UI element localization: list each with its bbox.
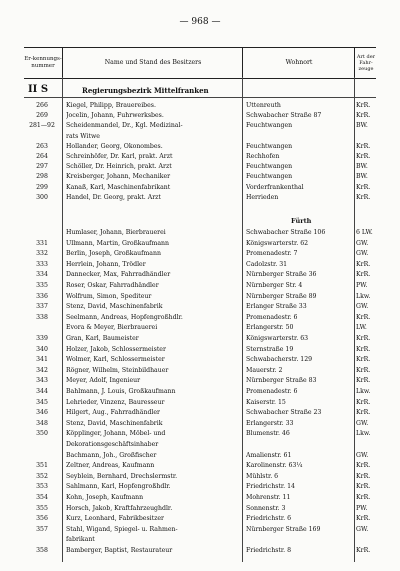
vehicle-kind: KrR.: [356, 366, 371, 374]
vehicle-kind: PW.: [356, 504, 368, 512]
entry-number: 297: [36, 163, 48, 171]
entry-number: 351: [36, 462, 48, 470]
vehicle-kind: GW.: [356, 250, 369, 258]
table-row: [24, 122, 376, 131]
vehicle-kind: GW.: [356, 239, 369, 247]
address: Herrieden: [246, 193, 279, 201]
vehicle-kind: KrR.: [356, 335, 371, 342]
entry-number: 346: [36, 409, 48, 417]
owner-name: Seelmann, Andreas, Hopfengroßhdlr.: [66, 313, 183, 321]
owner-name: Lehrieder, Vinzenz, Bauresseur: [66, 398, 165, 406]
header-vehicle-kind: Art der Fahr-zeuge: [354, 48, 377, 78]
address: Karolinenstr. 63¼: [246, 462, 303, 470]
table-row: [24, 536, 376, 545]
table-row: [24, 494, 376, 503]
vehicle-kind: KrR.: [356, 193, 371, 201]
owner-name: Herrlein, Johann, Trödler: [66, 260, 146, 268]
entry-number: 342: [36, 366, 48, 374]
vehicle-kind: KrR.: [356, 356, 371, 364]
owner-name: Ullmann, Martin, Großkaufmann: [66, 239, 169, 247]
owner-name: fabrikant: [66, 536, 95, 544]
vehicle-kind: BW.: [356, 122, 368, 130]
entry-number: 357: [36, 525, 48, 533]
address: Cadolzstr. 31: [246, 260, 288, 268]
address: Königswarterstr. 62: [246, 239, 309, 247]
table-row: [24, 261, 376, 270]
owner-name: Bachmann, Joh., Großfischer: [66, 451, 157, 459]
owner-name: Roser, Oskar, Fahrradhändler: [66, 282, 159, 289]
owner-name: Stenz, David, Maschinenfabrik: [66, 303, 163, 311]
owner-name: Schreinhöfer, Dr. Karl, prakt. Arzt: [66, 153, 173, 160]
table-row: [24, 271, 376, 280]
address: Uttenreuth: [246, 102, 281, 109]
address: Mühlstr. 6: [246, 472, 279, 480]
vehicle-kind: KrR.: [356, 260, 371, 268]
address: Amalienstr. 61: [246, 451, 292, 459]
address: Mohrenstr. 11: [246, 494, 291, 501]
vehicle-kind: KrR.: [356, 102, 371, 109]
address: Promenadestr. 7: [246, 250, 298, 258]
vehicle-kind: PW.: [356, 282, 368, 289]
table-row: [24, 441, 376, 450]
vehicle-kind: Lkw.: [356, 388, 371, 395]
address: Nürnberger Straße 169: [246, 525, 321, 533]
entry-number: 300: [36, 193, 48, 201]
owner-name: Wolfrum, Simon, Spediteur: [66, 292, 152, 300]
vehicle-kind: Lkw.: [356, 292, 371, 300]
section-title: Regierungsbezirk Mittelfranken: [82, 86, 209, 95]
owner-name: Humlaser, Johann, Bierbrauerei: [66, 229, 166, 236]
owner-name: Kurz, Leonhard, Fabrikbesitzer: [66, 515, 164, 523]
owner-name: Stenz, David, Maschinenfabrik: [66, 419, 163, 427]
owner-name: Scheidenmandel, Dr., Kgl. Medizinal-: [66, 122, 183, 130]
vehicle-kind: GW.: [356, 451, 369, 459]
vehicle-kind: KrR.: [356, 183, 371, 191]
table-row: [24, 250, 376, 259]
owner-name: Jocelin, Johann, Fuhrwerksbes.: [66, 112, 164, 120]
address: Friedrichstr. 6: [246, 515, 292, 523]
owner-name: rats Witwe: [66, 132, 100, 140]
table-row: [24, 526, 376, 535]
entry-number: 338: [36, 313, 48, 321]
entry-number: 354: [36, 494, 48, 501]
vehicle-kind: KrR.: [356, 377, 371, 385]
table-row: [24, 303, 376, 312]
address: Promenadestr. 6: [246, 388, 298, 395]
section-prefix: II S: [28, 84, 49, 95]
address: Sternstraße 19: [246, 345, 294, 353]
owner-name: Kohn, Joseph, Kaufmann: [66, 494, 144, 501]
address: Erlangerstr. 50: [246, 324, 294, 332]
vehicle-kind: KrR.: [356, 345, 371, 353]
vehicle-kind: KrR.: [356, 271, 371, 279]
owner-name: Bamberger, Baptist, Restaurateur: [66, 547, 173, 554]
vehicle-kind: Lkw.: [356, 430, 371, 438]
address: Kaiserstr. 15: [246, 398, 286, 406]
address: Feuchtwangen: [246, 122, 293, 130]
entry-number: 263: [36, 142, 48, 150]
table-row: [24, 483, 376, 492]
table-row: [24, 112, 376, 121]
table-row: [24, 430, 376, 439]
entry-number: 344: [36, 388, 48, 395]
owner-name: Dekorationsgeschäftsinhaber: [66, 441, 159, 448]
owner-name: Kanaß, Karl, Maschinenfabrikant: [66, 183, 171, 191]
owner-name: Holzer, Jakob, Schlossermeister: [66, 345, 166, 353]
owner-name: Bahlmann, J. Louis, Großkaufmann: [66, 388, 176, 395]
owner-name: Dannecker, Max, Fahrradhändler: [66, 271, 171, 279]
owner-name: Zeltner, Andreas, Kaufmann: [66, 462, 155, 470]
table-row: [24, 102, 376, 111]
entry-number: 332: [36, 250, 48, 258]
vehicle-kind: GW.: [356, 419, 369, 427]
owner-name: Seyblein, Bernhard, Drechslermstr.: [66, 472, 178, 480]
table-header: [24, 47, 376, 79]
owner-name: Gran, Karl, Baumeister: [66, 335, 139, 342]
table-row: [24, 143, 376, 152]
owner-name: Kreisberger, Johann, Mechaniker: [66, 173, 171, 181]
vehicle-kind: KrR.: [356, 142, 371, 150]
owner-name: Schöller, Dr. Heinrich, prakt. Arzt: [66, 163, 172, 171]
address: Nürnberger Straße 83: [246, 377, 317, 385]
address: Königswarterstr. 63: [246, 335, 309, 342]
address: Blumenstr. 46: [246, 430, 290, 438]
table-row: [24, 367, 376, 376]
address: Nürnberger Str. 4: [246, 282, 303, 289]
table-row: [24, 194, 376, 203]
entry-number: 281—92: [29, 122, 55, 130]
header-name: Name und Stand des Besitzers: [62, 48, 243, 78]
vehicle-kind: KrR.: [356, 472, 371, 480]
owner-name: Kiegel, Philipp, Brauereibes.: [66, 102, 156, 109]
entry-number: 348: [36, 419, 48, 427]
vehicle-kind: BW.: [356, 173, 368, 181]
entry-number: 266: [36, 102, 48, 109]
table-row: [24, 377, 376, 386]
table-row: [24, 452, 376, 461]
vehicle-kind: GW.: [356, 525, 369, 533]
address: Nürnberger Straße 89: [246, 292, 317, 300]
table-row: [24, 173, 376, 182]
section-heading: [28, 84, 209, 95]
table-row: [24, 346, 376, 355]
owner-name: Evora & Meyer, Bierbrauerei: [66, 324, 158, 332]
entry-number: 356: [36, 515, 48, 523]
owner-name: Stahl, Wigand, Spiegel- u. Rahmen-: [66, 525, 178, 533]
owner-name: Horsch, Jakob, Kraftfahrzeughdlr.: [66, 504, 173, 512]
table-row: [24, 473, 376, 482]
entry-number: 343: [36, 377, 48, 385]
vehicle-kind: KrR.: [356, 547, 371, 554]
table-row: [24, 240, 376, 249]
vehicle-kind: KrR.: [356, 398, 371, 406]
address: Schwabacher Straße 106: [246, 229, 326, 236]
address: Promenadestr. 6: [246, 313, 298, 321]
table-row: [24, 399, 376, 408]
entry-number: 358: [36, 547, 48, 554]
vehicle-kind: KrR.: [356, 409, 371, 417]
owner-name: Wolmer, Karl, Schlossermeister: [66, 356, 165, 364]
entry-number: 331: [36, 239, 48, 247]
vehicle-kind: LW.: [356, 324, 367, 332]
address: Vorderfrankenthal: [246, 183, 304, 191]
address: Friedrichstr. 14: [246, 483, 295, 491]
owner-name: Hollander, Georg, Ökonombes.: [66, 142, 163, 150]
entry-number: 340: [36, 345, 48, 353]
entry-number: 299: [36, 183, 48, 191]
address: Sonnenstr. 3: [246, 504, 286, 512]
owner-name: Meyer, Adolf, Ingenieur: [66, 377, 141, 385]
owner-name: Berlin, Joseph, Großkaufmann: [66, 250, 161, 258]
vehicle-kind: 6 LW.: [356, 229, 373, 236]
address: Nürnberger Straße 36: [246, 271, 317, 279]
vehicle-kind: KrR.: [356, 515, 371, 523]
address: Feuchtwangen: [246, 142, 293, 150]
vehicle-kind: KrR.: [356, 313, 371, 321]
table-row: [24, 133, 376, 142]
city-heading: Fürth: [291, 217, 312, 225]
table-row: [24, 282, 376, 291]
table-row: [24, 515, 376, 524]
vehicle-kind: KrR.: [356, 483, 371, 491]
owner-name: Sahlmann, Karl, Hopfengroßhdlr.: [66, 483, 171, 491]
table-row: [24, 293, 376, 302]
entry-number: 336: [36, 292, 48, 300]
table-row: [24, 324, 376, 333]
entry-number: 339: [36, 335, 48, 342]
table-row: [24, 153, 376, 162]
entry-number: 337: [36, 303, 48, 311]
vehicle-kind: GW.: [356, 303, 369, 311]
vehicle-kind: KrR.: [356, 153, 371, 160]
section-rule: [24, 97, 376, 98]
owner-name: Köpplinger, Johann, Möbel- und: [66, 430, 166, 438]
entry-number: 298: [36, 173, 48, 181]
address: Friedrichstr. 8: [246, 547, 292, 554]
table-row: [24, 229, 376, 238]
address: Mauerstr. 2: [246, 366, 283, 374]
vehicle-kind: KrR.: [356, 462, 371, 470]
address: Feuchtwangen: [246, 163, 293, 171]
vehicle-kind: KrR.: [356, 494, 371, 501]
table-row: [24, 505, 376, 514]
entry-number: 353: [36, 483, 48, 491]
owner-name: Hilgert, Aug., Fahrradhändler: [66, 409, 160, 417]
entry-number: 352: [36, 472, 48, 480]
table-row: [24, 547, 376, 556]
table-row: [24, 335, 376, 344]
entry-number: 335: [36, 282, 48, 289]
table-row: [24, 420, 376, 429]
table-row: [24, 388, 376, 397]
entry-number: 334: [36, 271, 48, 279]
address: Schwabacherstr. 129: [246, 356, 313, 364]
address: Feuchtwangen: [246, 173, 293, 181]
address: Erlanger Straße 33: [246, 303, 307, 311]
entry-number: 350: [36, 430, 48, 438]
page-number: — 968 —: [179, 17, 221, 27]
entry-number: 345: [36, 398, 48, 406]
table-row: [24, 184, 376, 193]
table-row: [24, 163, 376, 172]
owner-name: Rögner, Wilhelm, Steinbildhauer: [66, 366, 169, 374]
entry-number: 269: [36, 112, 48, 120]
address: Schwabacher Straße 23: [246, 409, 322, 417]
table-row: [24, 409, 376, 418]
vehicle-kind: KrR.: [356, 112, 371, 120]
header-address: Wohnort: [242, 48, 355, 78]
vehicle-kind: BW.: [356, 163, 368, 171]
table-row: [24, 462, 376, 471]
table-row: [24, 314, 376, 323]
table-row: [24, 356, 376, 365]
entry-number: 333: [36, 260, 48, 268]
header-number: Er-kennungs-nummer: [24, 56, 62, 69]
address: Rechhofen: [246, 153, 280, 160]
entry-number: 264: [36, 153, 48, 160]
entry-number: 355: [36, 504, 48, 512]
address: Schwabacher Straße 87: [246, 112, 322, 120]
address: Erlangerstr. 33: [246, 419, 294, 427]
owner-name: Handel, Dr. Georg, prakt. Arzt: [66, 193, 161, 201]
entry-number: 341: [36, 356, 48, 364]
